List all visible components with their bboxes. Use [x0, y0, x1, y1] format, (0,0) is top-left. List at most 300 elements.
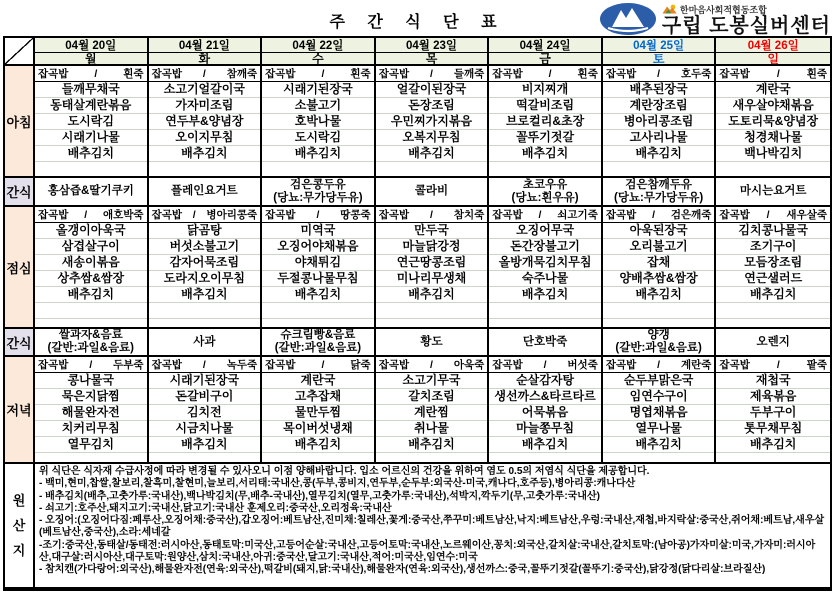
meal-head [149, 207, 261, 223]
porridge-label: 쇠고기죽 [557, 209, 598, 221]
menu-item: 순살감자탕 [516, 373, 575, 387]
meal-items [716, 373, 830, 462]
porridge-label: 애호박죽 [102, 209, 144, 221]
meal-items [149, 82, 261, 176]
menu-item: 톳무채무침 [744, 421, 803, 435]
snack2-cell-fri [489, 329, 603, 357]
date-cell-sun: 04월 26일 [716, 38, 830, 53]
row-label-snack1: 간식 [5, 178, 35, 207]
menu-item: 들깨무채국 [61, 82, 120, 96]
menu-item: 만두국 [414, 223, 449, 237]
porridge-label: 녹두죽 [226, 359, 258, 371]
meal-head [35, 357, 147, 373]
dinner-cell-sun [716, 357, 830, 464]
slash-separator: / [776, 67, 780, 80]
slash-separator: / [89, 358, 93, 371]
menu-item: 오이지무침 [175, 130, 234, 144]
origin-note-line: - 오징어:(오징어다짐:페루산,오징어채:중국산),갑오징어:베트남산,진미채:칠레산,꽃게:중국산,쭈꾸미:베트남산,낙지:베트남산,우렁:국내산,재첩,바지락살:중국산,쥐어채:베트남,새우살(베트남산,중국산),소라:세네갈 [39, 515, 825, 539]
menu-item: 돈장조림 [408, 98, 455, 112]
meal-items [376, 373, 488, 462]
rice-label: 잡곡밥 [265, 68, 296, 80]
menu-item: 치커리무침 [61, 421, 120, 435]
row-label-snack2: 간식 [5, 329, 35, 357]
dow-cell-tue: 화 [149, 53, 263, 66]
meal-head [603, 66, 715, 82]
rice-label: 잡곡밥 [378, 359, 410, 371]
menu-item: 꼴뚜기젓갈 [516, 130, 575, 144]
menu-item: 물만두찜 [294, 405, 342, 419]
menu-item: 배추김치 [635, 146, 682, 160]
porridge-label: 참치죽 [453, 209, 485, 221]
menu-item: 비지찌개 [521, 82, 569, 96]
menu-item: 미역국 [300, 223, 336, 237]
date-cell-fri: 04월 24일 [489, 38, 603, 53]
row-label-breakfast: 아침 [5, 66, 35, 178]
meal-head [35, 66, 147, 82]
menu-item: 마늘쫑무침 [516, 421, 575, 435]
snack-item: 검은참깨두유 [625, 178, 692, 191]
origin-label-text: 원산지 [12, 493, 26, 558]
porridge-label: 흰죽 [577, 68, 598, 80]
snack-item: 초코우유 [522, 178, 568, 191]
rice-label: 잡곡밥 [265, 359, 296, 371]
date-cell-mon: 04월 20일 [35, 38, 149, 53]
menu-item: 조기구이 [750, 239, 797, 253]
coop-row [662, 3, 767, 16]
snack2-cell-tue [149, 329, 263, 357]
table-corner-cell [5, 38, 35, 66]
snack1-cell-mon [35, 178, 149, 207]
coop-name: 한마음사회적협동조합 [679, 4, 767, 15]
menu-item: 동태살계란볶음 [50, 98, 132, 112]
breakfast-cell-tue [149, 66, 263, 178]
snack1-cell-sun [716, 178, 830, 207]
snack1-cell-thu [376, 178, 490, 207]
org-branding [599, 2, 831, 36]
lunch-cell-sun [716, 207, 830, 329]
porridge-label: 계란죽 [680, 359, 712, 371]
meal-head [603, 207, 715, 223]
porridge-label: 호두죽 [680, 68, 712, 80]
snack1-cell-wed [262, 178, 376, 207]
snack-item: 양갱 [647, 329, 670, 341]
menu-item: 새우살야채볶음 [732, 98, 814, 112]
menu-item: 시래기된장국 [283, 82, 353, 96]
menu-item: 배추김치 [67, 146, 114, 160]
menu-item: 열무나물 [635, 421, 682, 435]
menu-item: 야채튀김 [294, 255, 342, 269]
slash-separator: / [538, 208, 542, 221]
date-cell-tue: 04월 21일 [149, 38, 263, 53]
menu-item: 숙주나물 [521, 271, 569, 285]
slash-separator: / [84, 208, 88, 221]
menu-item: 떡갈비조림 [516, 98, 575, 112]
meal-head [716, 66, 830, 82]
meal-head [376, 207, 488, 223]
date-cell-thu: 04월 23일 [376, 38, 490, 53]
rice-label: 잡곡밥 [38, 359, 69, 371]
menu-item: 시금치나물 [175, 421, 234, 435]
slash-separator: / [766, 208, 770, 221]
rice-label: 잡곡밥 [719, 68, 750, 80]
menu-item: 버섯소불고기 [169, 239, 240, 253]
slash-separator: / [652, 208, 656, 221]
menu-item: 오복지무침 [402, 130, 461, 144]
snack2-cell-thu [376, 329, 490, 357]
snack-item: 검은콩두유 [290, 178, 346, 191]
porridge-label: 새우살죽 [786, 209, 827, 221]
dinner-cell-sat [603, 357, 717, 464]
meal-items [35, 373, 147, 462]
meal-items [35, 82, 147, 176]
slash-separator: / [657, 67, 661, 80]
center-name: 구립 도봉실버센터 [661, 14, 831, 37]
menu-item: 소불고기 [294, 98, 342, 112]
menu-item: 호박나물 [294, 114, 342, 128]
menu-item: 시래기된장국 [169, 373, 240, 387]
center-logo-mountain-icon [599, 2, 657, 36]
menu-item: 아욱된장국 [629, 223, 688, 237]
origin-notes [35, 464, 830, 589]
origin-note-line: - 배추김치(배추,고춧가루:국내산),백나박김치(무,배추-국내산),열무김치(열무,고춧가루:국내산),석박지,깍두기(무,고춧가루:국내산) [39, 490, 600, 502]
menu-item: 생선까스&타르타르 [494, 389, 596, 403]
dow-cell-mon: 월 [35, 53, 149, 66]
slash-separator: / [321, 358, 325, 371]
porridge-label: 버섯죽 [567, 359, 598, 371]
meal-items [603, 82, 715, 176]
menu-item: 모듬장조림 [744, 255, 803, 269]
row-label-dinner: 저녁 [5, 357, 35, 464]
menu-item: 배추김치 [408, 146, 455, 160]
menu-item: 브로컬리&초장 [505, 114, 585, 128]
meal-items [603, 223, 715, 327]
origin-note-line: -조기:중국산,동태살/동태전:러시아산,동태토막:미국산,고등어순살:국내산,고등어토막:국내산,노르웨이산,꽁치:외국산,갈치살:국내산,갈치토막:(남아공)가자미살:미국,가자미:러시아산,대구살:러시아산,대구토막:원양산,삼치:국내산,아귀:중국산,달고기:국내산,적어:미국산,임연수:미국 [39, 539, 816, 564]
menu-item: 배추김치 [294, 146, 342, 160]
breakfast-cell-sun [716, 66, 830, 178]
snack1-cell-sat [603, 178, 717, 207]
menu-item: 올갱이아욱국 [56, 223, 126, 237]
snack2-cell-wed [262, 329, 376, 357]
menu-item: 목이버섯냉채 [283, 421, 353, 435]
menu-item: 도라지오이무침 [163, 271, 245, 285]
row-label-lunch: 점심 [5, 207, 35, 329]
porridge-label: 아욱죽 [453, 359, 485, 371]
menu-item: 소고기얼갈이국 [163, 82, 245, 96]
snack-item: 마시는요거트 [739, 185, 807, 197]
meal-head [149, 357, 261, 373]
weekly-menu-table [3, 36, 832, 591]
meal-items [149, 373, 261, 462]
menu-item: 열무김치 [67, 437, 114, 451]
meal-items [376, 223, 488, 327]
snack-item: (당뇨:무가당두유) [273, 191, 363, 204]
menu-item: 고사리나물 [629, 130, 688, 144]
rice-label: 잡곡밥 [492, 209, 523, 221]
menu-item: 순두부맑은국 [623, 373, 694, 387]
porridge-label: 닭죽 [350, 359, 371, 371]
menu-item: 돈간장불고기 [510, 239, 580, 253]
snack-item: 홍삼즙&딸기쿠키 [47, 185, 134, 197]
menu-item: 우민찌가지볶음 [390, 114, 473, 128]
snack-item: (갈반:과일&음료) [47, 342, 134, 354]
lunch-cell-sat [603, 207, 717, 329]
meal-head [716, 207, 830, 223]
meal-head [376, 66, 488, 82]
dinner-cell-tue [149, 357, 263, 464]
dow-cell-sun: 일 [716, 53, 830, 66]
dow-cell-sat: 토 [603, 53, 717, 66]
meal-head [603, 357, 715, 373]
menu-item: 배추김치 [294, 437, 342, 451]
snack2-cell-mon [35, 329, 149, 357]
menu-item: 배추김치 [635, 287, 682, 301]
snack-item: (당뇨:흰우유) [511, 191, 579, 204]
meal-items [489, 223, 601, 327]
menu-item: 감자어묵조림 [169, 255, 240, 269]
snack-item: (갈반:과일&음료) [274, 342, 362, 354]
rice-label: 잡곡밥 [719, 209, 750, 221]
snack-item: 슈크림빵&음료 [280, 329, 356, 341]
menu-item: 콩나물국 [67, 373, 114, 387]
rice-label: 잡곡밥 [605, 359, 637, 371]
menu-item: 상추쌈&쌈장 [57, 271, 125, 285]
meal-head [262, 357, 374, 373]
menu-item: 계란찜 [414, 405, 449, 419]
snack-item: (갈반:과일&음료) [615, 342, 702, 354]
meal-head [262, 207, 374, 223]
lunch-cell-mon [35, 207, 149, 329]
slash-separator: / [94, 67, 98, 80]
lunch-cell-fri [489, 207, 603, 329]
lunch-cell-thu [376, 207, 490, 329]
menu-item: 백나박김치 [744, 146, 803, 160]
lunch-cell-wed [262, 207, 376, 329]
origin-note-line: - 쇠고기:호주산,돼지고기:국내산,닭고기:국내산 훈제오리:중국산,오리정육:국내산 [39, 502, 392, 514]
meal-head [149, 66, 261, 82]
menu-item: 재첩국 [755, 373, 791, 387]
rice-label: 잡곡밥 [492, 68, 523, 80]
porridge-label: 두부죽 [113, 359, 144, 371]
dow-cell-fri: 금 [489, 53, 603, 66]
slash-separator: / [657, 358, 661, 371]
menu-item: 배추김치 [181, 437, 228, 451]
menu-item: 연두부&양념장 [165, 114, 244, 128]
meal-head [489, 207, 601, 223]
menu-item: 배추된장국 [629, 82, 688, 96]
snack-item: 오렌지 [756, 335, 790, 348]
slash-separator: / [321, 67, 325, 80]
meal-head [35, 207, 147, 223]
rice-label: 잡곡밥 [378, 68, 410, 80]
menu-item: 소고기무국 [402, 373, 461, 387]
meal-items [262, 223, 374, 327]
slash-separator: / [316, 208, 320, 221]
menu-item: 배추김치 [750, 437, 797, 451]
porridge-label: 참깨죽 [226, 68, 258, 80]
menu-item: 돈갈비구이 [175, 389, 234, 403]
dinner-cell-wed [262, 357, 376, 464]
meal-items [489, 82, 601, 176]
snack1-cell-fri [489, 178, 603, 207]
rice-label: 잡곡밥 [151, 359, 182, 371]
meal-head [262, 66, 374, 82]
porridge-label: 땅콩죽 [340, 209, 371, 221]
dow-cell-thu: 목 [376, 53, 490, 66]
breakfast-cell-fri [489, 66, 603, 178]
menu-item: 묵은지닭찜 [61, 389, 120, 403]
menu-item: 병아리콩조림 [623, 114, 694, 128]
snack-item: (당뇨:무가당두유) [614, 191, 704, 204]
menu-item: 도토리묵&양념장 [728, 114, 819, 128]
dow-cell-wed: 수 [262, 53, 376, 66]
rice-label: 잡곡밥 [605, 68, 637, 80]
rice-label: 잡곡밥 [38, 68, 69, 80]
rice-label: 잡곡밥 [378, 209, 410, 221]
slash-separator: / [430, 67, 433, 80]
porridge-label: 흰죽 [806, 68, 827, 80]
breakfast-cell-mon [35, 66, 149, 178]
slash-separator: / [192, 208, 196, 221]
porridge-label: 팥죽 [806, 359, 827, 371]
breakfast-cell-thu [376, 66, 490, 178]
menu-item: 계란국 [755, 82, 791, 96]
menu-item: 미나리무생채 [396, 271, 467, 285]
menu-item: 명엽채볶음 [629, 405, 688, 419]
rice-label: 잡곡밥 [151, 68, 182, 80]
menu-item: 김치콩나물국 [738, 223, 808, 237]
menu-item: 배추김치 [181, 287, 228, 301]
menu-item: 김치전 [186, 405, 222, 419]
menu-item: 해물완자전 [61, 405, 120, 419]
meal-head [489, 66, 601, 82]
menu-item: 배추김치 [521, 146, 569, 160]
menu-item: 갈치조림 [408, 389, 455, 403]
meal-items [716, 223, 830, 327]
date-cell-wed: 04월 22일 [262, 38, 376, 53]
menu-item: 연근샐러드 [744, 271, 803, 285]
menu-item: 올방개묵김치무침 [498, 255, 592, 269]
snack-item: 사과 [193, 335, 216, 348]
menu-item: 취나물 [414, 421, 449, 435]
origin-note-line: - 백미,현미,찹쌀,찰보리,찰흑미,찰현미,늘보리,서리태:국내산,콩(두부,콩비지,연두부,순두부:외국산-미국,캐나다,호주등),병아리콩:캐나다산 [39, 478, 636, 490]
porridge-label: 병아리콩죽 [206, 209, 258, 221]
menu-item: 고추잡채 [294, 389, 342, 403]
menu-item: 잡채 [647, 255, 671, 269]
menu-item: 오징어무국 [516, 223, 575, 237]
menu-item: 얼갈이된장국 [396, 82, 467, 96]
slash-separator: / [202, 67, 206, 80]
dinner-cell-mon [35, 357, 149, 464]
org-text [662, 3, 831, 36]
dinner-cell-fri [489, 357, 603, 464]
slash-separator: / [202, 358, 206, 371]
menu-item: 도시락김 [67, 114, 114, 128]
rice-label: 잡곡밥 [38, 209, 69, 221]
lunch-cell-tue [149, 207, 263, 329]
snack-item: 단호박죽 [522, 335, 568, 348]
menu-item: 가자미조림 [175, 98, 234, 112]
menu-item: 어묵볶음 [521, 405, 569, 419]
meal-items [603, 373, 715, 462]
menu-item: 배추김치 [294, 287, 342, 301]
menu-item: 제육볶음 [750, 389, 797, 403]
menu-item: 임연수구이 [629, 389, 688, 403]
meal-items [35, 223, 147, 327]
menu-item: 배추김치 [408, 287, 455, 301]
meal-items [376, 82, 488, 176]
dinner-cell-thu [376, 357, 490, 464]
rice-label: 잡곡밥 [492, 359, 523, 371]
menu-item: 양배추쌈&쌈장 [619, 271, 698, 285]
porridge-label: 들깨죽 [453, 68, 485, 80]
menu-item: 계란국 [300, 373, 336, 387]
menu-item: 도시락김 [294, 130, 342, 144]
menu-item: 닭곰탕 [186, 223, 222, 237]
menu-item: 두절콩나물무침 [277, 271, 359, 285]
row-label-origin [5, 464, 35, 589]
page-header [0, 0, 835, 36]
rice-label: 잡곡밥 [265, 209, 296, 221]
meal-items [149, 223, 261, 327]
menu-item: 오징어야채볶음 [277, 239, 359, 253]
snack2-cell-sun [716, 329, 830, 357]
menu-item: 배추김치 [750, 287, 797, 301]
menu-item: 시래기나물 [61, 130, 120, 144]
menu-item: 청경채나물 [744, 130, 803, 144]
porridge-label: 검은깨죽 [670, 209, 712, 221]
slash-separator: / [430, 208, 433, 221]
meal-items [262, 373, 374, 462]
snack-item: 황도 [420, 335, 443, 348]
slash-separator: / [543, 358, 547, 371]
menu-item: 배추김치 [67, 287, 114, 301]
origin-note-line: 위 식단은 식자재 수급사정에 따라 변경될 수 있사오니 이점 양해바랍니다. 입소 어르신의 건강을 위하여 염도 0.5의 저염식 식단을 제공합니다. [39, 466, 650, 477]
snack1-cell-tue [149, 178, 263, 207]
snack-item: 콜라비 [414, 185, 449, 197]
menu-item: 배추김치 [521, 437, 569, 451]
origin-note-line: - 참치캔(가다랑어:외국산),해물완자전(연육:외국산),떡갈비(돼지,닭:국내산),해물완자(연육:외국산),생선까스:중국,꼴뚜기젓갈(꼴뚜기:중국산),닭강정(닭다리살:브라질산) [39, 564, 766, 576]
date-cell-sat: 04월 25일 [603, 38, 717, 53]
meal-items [262, 82, 374, 176]
menu-item: 배추김치 [408, 437, 455, 451]
meal-items [716, 82, 830, 176]
snack2-cell-sat [603, 329, 717, 357]
coop-logo-icon [662, 4, 677, 14]
breakfast-cell-sat [603, 66, 717, 178]
breakfast-cell-wed [262, 66, 376, 178]
rice-label: 잡곡밥 [605, 209, 637, 221]
menu-item: 배추김치 [181, 146, 228, 160]
slash-separator: / [548, 67, 552, 80]
slash-separator: / [776, 358, 780, 371]
porridge-label: 흰죽 [123, 68, 144, 80]
snack-item: 플레인요거트 [171, 185, 238, 197]
menu-item: 계란장조림 [629, 98, 688, 112]
menu-item: 삼겹살구이 [61, 239, 120, 253]
rice-label: 잡곡밥 [719, 359, 750, 371]
meal-head [489, 357, 601, 373]
rice-label: 잡곡밥 [151, 209, 182, 221]
menu-item: 새송이볶음 [61, 255, 120, 269]
meal-items [489, 373, 601, 462]
menu-item: 배추김치 [521, 287, 569, 301]
menu-item: 오리불고기 [629, 239, 688, 253]
menu-item: 연근땅콩조림 [396, 255, 467, 269]
snack-item: 쌀과자&음료 [58, 329, 123, 341]
porridge-label: 흰죽 [350, 68, 371, 80]
menu-item: 두부구이 [750, 405, 797, 419]
meal-head [376, 357, 488, 373]
